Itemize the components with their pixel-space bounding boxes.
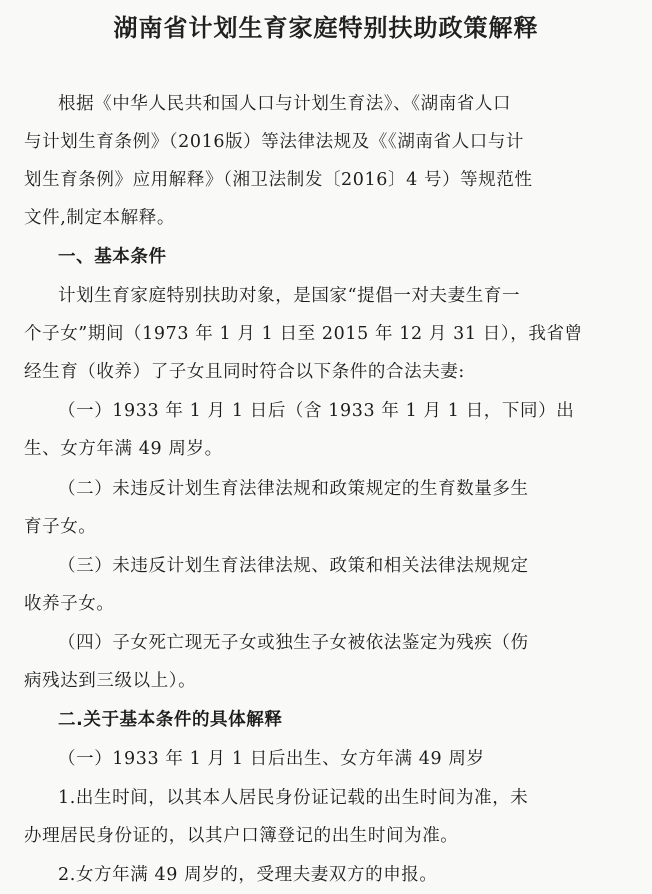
section-heading: 二.关于基本条件的具体解释 xyxy=(58,710,283,730)
list-item-line: （二）未违反计划生育法律法规和政策规定的生育数量多生 xyxy=(58,479,529,499)
paragraph-line: 根据《中华人民共和国人口与计划生育法》、《湖南省人口 xyxy=(58,94,512,114)
document-title: 湖南省计划生育家庭特别扶助政策解释 xyxy=(113,14,539,42)
paragraph-line: 办理居民身份证的，以其户口簿登记的出生时间为准。 xyxy=(24,826,459,846)
list-item-line: 育子女。 xyxy=(24,517,97,537)
paragraph-line: 1.出生时间，以其本人居民身份证记载的出生时间为准，未 xyxy=(58,788,529,808)
list-item-line: （一）1933 年 1 月 1 日后（含 1933 年 1 月 1 日，下同）出 xyxy=(58,401,575,421)
subsection-heading: （一）1933 年 1 月 1 日后出生、女方年满 49 周岁 xyxy=(58,749,485,769)
paragraph-line: 2.女方年满 49 周岁的，受理夫妻双方的申报。 xyxy=(58,865,438,885)
list-item-line: （四）子女死亡现无子女或独生子女被依法鉴定为残疾（伤 xyxy=(58,633,529,653)
list-item-line: 收养子女。 xyxy=(24,594,115,614)
paragraph-line: 个子女”期间（1973 年 1 月 1 日至 2015 年 12 月 31 日），我省曾 xyxy=(24,324,583,344)
paragraph-line: 文件,制定本解释。 xyxy=(24,208,175,228)
list-item-line: 病残达到三级以上）。 xyxy=(24,671,197,691)
section-heading: 一、基本条件 xyxy=(58,247,167,267)
list-item-line: 生、女方年满 49 周岁。 xyxy=(24,439,223,459)
list-item-line: （三）未违反计划生育法律法规、政策和相关法律法规规定 xyxy=(58,556,529,576)
paragraph-line: 与计划生育条例》（2016版）等法律法规及《《湖南省人口与计 xyxy=(24,132,525,152)
paragraph-line: 经生育（收养）了子女且同时符合以下条件的合法夫妻: xyxy=(24,362,465,382)
paragraph-line: 划生育条例》应用解释》（湘卫法制发〔2016〕4 号）等规范性 xyxy=(24,170,533,190)
paragraph-line: 计划生育家庭特别扶助对象，是国家“提倡一对夫妻生育一 xyxy=(58,286,521,306)
